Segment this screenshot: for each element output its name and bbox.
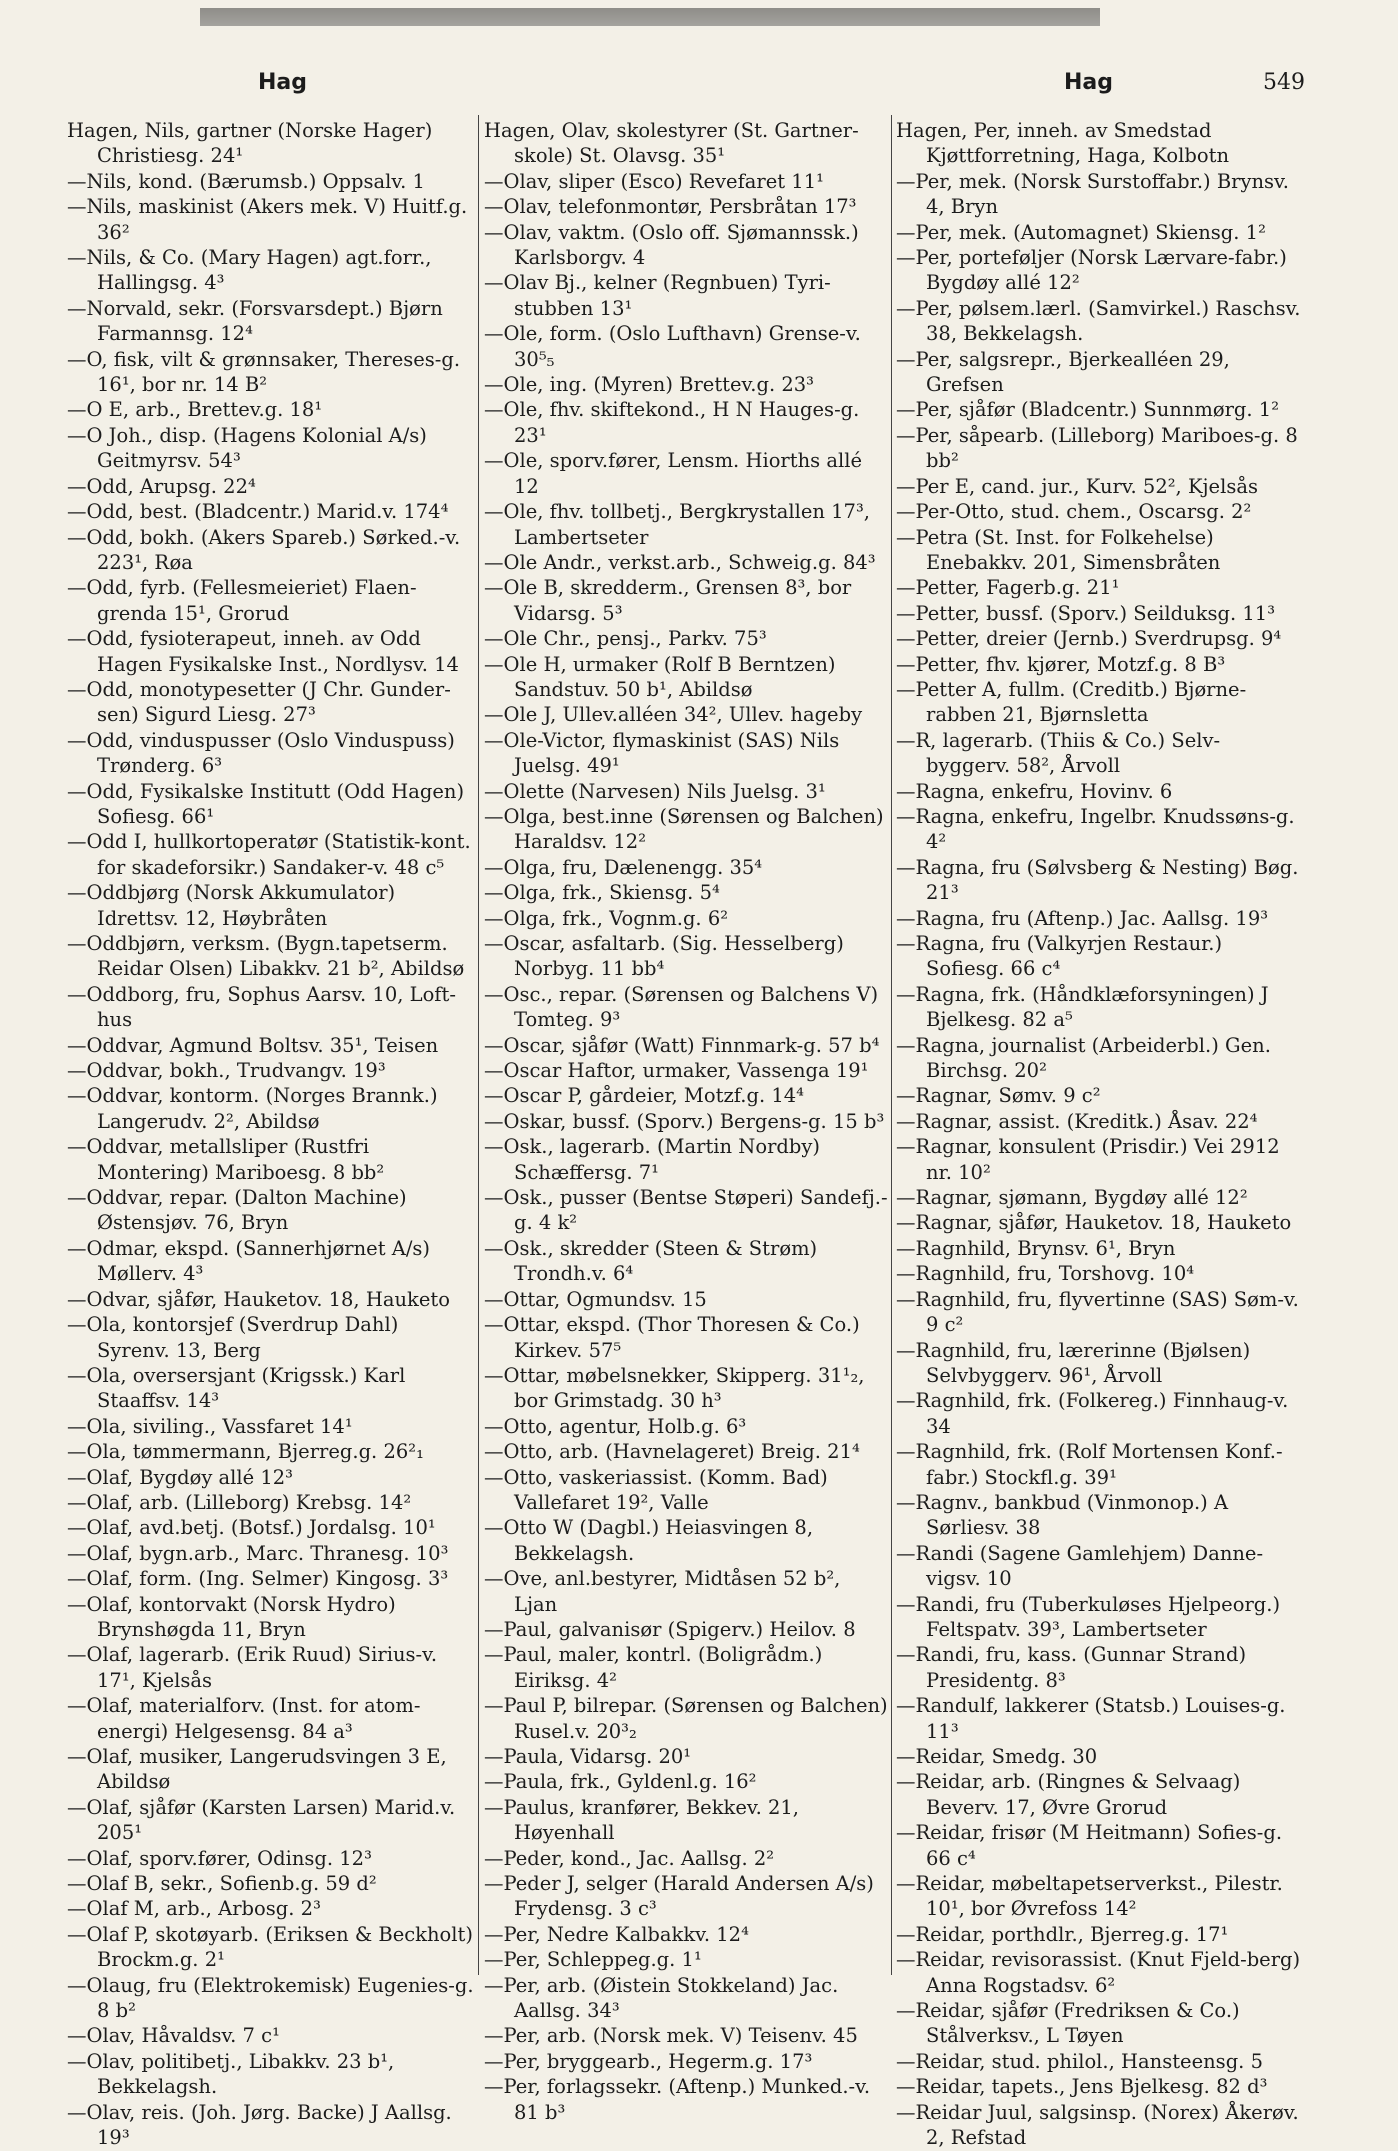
directory-entry: —Petter, Fagerb.g. 21¹ xyxy=(896,576,1120,600)
directory-entry: —Ottar, ekspd. (Thor Thoresen & Co.) Kirkev. 57⁵ xyxy=(484,1313,860,1362)
directory-entry: —Oscar, sjåfør (Watt) Finnmark-g. 57 b⁴ xyxy=(484,1033,880,1057)
scan-top-edge xyxy=(200,8,1100,26)
directory-entry: —Oddborg, fru, Sophus Aarsv. 10, Loft-hus xyxy=(67,982,456,1032)
directory-entry: —Petter, fhv. kjører, Motzf.g. 8 B³ xyxy=(896,652,1226,676)
directory-entry: —Reidar, revisorassist. (Knut Fjeld-berg) Anna Rogstadsv. 6² xyxy=(896,1948,1301,1997)
directory-entry: —Ragna, enkefru, Hovinv. 6 xyxy=(896,779,1173,803)
directory-entry: —Oddbjørn, verksm. (Bygn.tapetserm. Reidar Olsen) Libakkv. 21 b², Abildsø xyxy=(67,932,465,981)
left-running-head: Hag xyxy=(258,70,308,95)
directory-entry: —Olaug, fru (Elektrokemisk) Eugenies-g. 8 b² xyxy=(67,1973,474,2023)
directory-entry: —Paula, frk., Gyldenl.g. 16² xyxy=(484,1770,757,1794)
directory-entry: —Ragna, frk. (Håndklæforsyningen) J Bjelkesg. 82 a⁵ xyxy=(896,982,1269,1032)
directory-entry: —Ragna, enkefru, Ingelbr. Knudssøns-g. 4² xyxy=(896,804,1295,854)
directory-entry: —Ola, siviling., Vassfaret 14¹ xyxy=(67,1414,353,1438)
directory-entry: —Paul P, bilrepar. (Sørensen og Balchen) Rusel.v. 20³₂ xyxy=(484,1694,888,1743)
directory-entry: —Olaf, Bygdøy allé 12³ xyxy=(67,1465,294,1489)
directory-entry: —Olaf, sporv.fører, Odinsg. 12³ xyxy=(67,1846,372,1870)
directory-entry: —Otto W (Dagbl.) Heiasvingen 8, Bekkelagsh. xyxy=(484,1516,814,1565)
directory-entry: —R, lagerarb. (Thiis & Co.) Selv-byggerv. 58², Årvoll xyxy=(896,728,1221,778)
directory-entry: —Olga, frk., Vognm.g. 6² xyxy=(484,906,729,930)
directory-entry: —Per, mek. (Norsk Surstoffabr.) Brynsv. 4, Bryn xyxy=(896,169,1289,219)
directory-entry: —Norvald, sekr. (Forsvarsdept.) Bjørn Farmannsg. 12⁴ xyxy=(67,296,443,346)
right-running-head: Hag xyxy=(1064,70,1114,95)
directory-entry: —Olav, reis. (Joh. Jørg. Backe) J Aallsg. 19³ xyxy=(67,2100,452,2150)
directory-entry: —Ragna, fru (Valkyrjen Restaur.) Sofiesg. 66 c⁴ xyxy=(896,932,1223,981)
directory-entry: —Olga, best.inne (Sørensen og Balchen) Haraldsv. 12² xyxy=(484,804,884,854)
directory-entry: —Ole, sporv.fører, Lensm. Hiorths allé 12 xyxy=(484,449,862,498)
directory-column-2 xyxy=(484,118,888,2124)
directory-entry: —Oscar P, gårdeier, Motzf.g. 14⁴ xyxy=(484,1084,804,1108)
directory-entry: —Per, arb. (Norsk mek. V) Teisenv. 45 xyxy=(484,2024,858,2048)
directory-entry: —Randi, fru, kass. (Gunnar Strand) Presidentg. 8³ xyxy=(896,1643,1247,1692)
directory-entry: —Per, salgsrepr., Bjerkealléen 29, Grefsen xyxy=(896,347,1230,397)
directory-entry: Hagen, Per, inneh. av Smedstad Kjøttforretning, Haga, Kolbotn xyxy=(896,119,1230,168)
directory-entry: —Odd, monotypesetter (J Chr. Gunder-sen) Sigurd Liesg. 27³ xyxy=(67,677,451,727)
directory-entry: —Per, arb. (Øistein Stokkeland) Jac. Aallsg. 34³ xyxy=(484,1973,839,2023)
directory-entry: —Per E, cand. jur., Kurv. 52², Kjelsås xyxy=(896,474,1258,498)
directory-entry: —Olette (Narvesen) Nils Juelsg. 3¹ xyxy=(484,779,826,803)
directory-entry: —Ole Andr., verkst.arb., Schweig.g. 84³ xyxy=(484,550,876,574)
directory-entry: —Ragnhild, Brynsv. 6¹, Bryn xyxy=(896,1236,1176,1260)
directory-entry: —Otto, vaskeriassist. (Komm. Bad) Vallefaret 19², Valle xyxy=(484,1465,828,1514)
directory-entry: —Olav, Håvaldsv. 7 c¹ xyxy=(67,2024,280,2048)
directory-entry: —Ola, kontorsjef (Sverdrup Dahl) Syrenv. 13, Berg xyxy=(67,1313,399,1362)
directory-entry: —Ragna, journalist (Arbeiderbl.) Gen. Birchsg. 20² xyxy=(896,1033,1271,1083)
directory-entry: —Reidar, sjåfør (Fredriksen & Co.) Stålverksv., L Tøyen xyxy=(896,1999,1240,2048)
directory-entry: —Olga, fru, Dælenengg. 35⁴ xyxy=(484,855,763,879)
directory-entry: —Paula, Vidarsg. 20¹ xyxy=(484,1745,692,1768)
directory-entry: —Olaf, bygn.arb., Marc. Thranesg. 10³ xyxy=(67,1541,449,1565)
directory-entry: —Osk., skredder (Steen & Strøm) Trondh.v. 6⁴ xyxy=(484,1236,818,1286)
directory-entry: —Olav, politibetj., Libakkv. 23 b¹, Bekkelagsh. xyxy=(67,2049,395,2099)
directory-entry: —Reidar, stud. philol., Hansteensg. 5 xyxy=(896,2049,1263,2073)
directory-entry: —Olav Bj., kelner (Regnbuen) Tyri-stubben 13¹ xyxy=(484,271,831,320)
directory-entry: —Per, pølsem.lærl. (Samvirkel.) Raschsv. 38, Bekkelagsh. xyxy=(896,296,1301,346)
directory-entry: —Ola, tømmermann, Bjerreg.g. 26²₁ xyxy=(67,1440,424,1464)
directory-entry: —Oskar, bussf. (Sporv.) Bergens-g. 15 b³ xyxy=(484,1109,885,1133)
directory-entry: —Per, sjåfør (Bladcentr.) Sunnmørg. 1² xyxy=(896,398,1280,422)
directory-entry: —Olaf, arb. (Lilleborg) Krebsg. 14² xyxy=(67,1490,412,1514)
directory-entry: —Paulus, kranfører, Bekkev. 21, Høyenhall xyxy=(484,1795,799,1845)
directory-entry: —Otto, arb. (Havnelageret) Breig. 21⁴ xyxy=(484,1440,860,1464)
directory-entry: —Ole, fhv. skiftekond., H N Hauges-g. 23¹ xyxy=(484,398,860,447)
directory-entry: —Oddvar, metallsliper (Rustfri Montering) Mariboesg. 8 bb² xyxy=(67,1135,385,1184)
directory-entry: —Petra (St. Inst. for Folkehelse) Enebakkv. 201, Simensbråten xyxy=(896,525,1221,574)
directory-entry: —Ragnar, sjåfør, Hauketov. 18, Hauketo xyxy=(896,1211,1292,1235)
directory-entry: —Ole, form. (Oslo Lufthavn) Grense-v. 30⁵₅ xyxy=(484,322,861,371)
directory-entry: —Reidar Juul, salgsinsp. (Norex) Åkerøv. 2, Refstad xyxy=(896,2100,1299,2150)
directory-entry: —Per, porteføljer (Norsk Lærvare-fabr.) Bygdøy allé 12² xyxy=(896,246,1287,295)
directory-entry: —Nils, maskinist (Akers mek. V) Huitf.g. 36² xyxy=(67,195,468,244)
directory-entry: Hagen, Olav, skolestyrer (St. Gartner-skole) St. Olavsg. 35¹ xyxy=(484,119,859,168)
directory-entry: —Ragnhild, fru, flyvertinne (SAS) Søm-v. 9 c² xyxy=(896,1287,1299,1337)
directory-entry: —O, fisk, vilt & grønnsaker, Thereses-g. 16¹, bor nr. 14 B² xyxy=(67,347,461,397)
directory-entry: —Ragnar, assist. (Kreditk.) Åsav. 22⁴ xyxy=(896,1109,1258,1133)
directory-entry: —Peder, kond., Jac. Aallsg. 2² xyxy=(484,1846,775,1870)
directory-entry: —Olaf M, arb., Arbosg. 2³ xyxy=(67,1897,321,1921)
directory-entry: —Odmar, ekspd. (Sannerhjørnet A/s) Møllerv. 4³ xyxy=(67,1236,431,1286)
directory-entry: —Olga, frk., Skiensg. 5⁴ xyxy=(484,881,720,905)
directory-entry: —Peder J, selger (Harald Andersen A/s) Frydensg. 3 c³ xyxy=(484,1872,874,1921)
directory-entry: —Oddvar, repar. (Dalton Machine) Østensjøv. 76, Bryn xyxy=(67,1186,407,1235)
directory-column-3 xyxy=(896,118,1304,2150)
directory-entry: —Oddvar, bokh., Trudvangv. 19³ xyxy=(67,1059,386,1083)
directory-entry: —Ole H, urmaker (Rolf B Berntzen) Sandstuv. 50 b¹, Abildsø xyxy=(484,652,836,701)
directory-entry: —Ragnhild, fru, Torshovg. 10⁴ xyxy=(896,1262,1195,1286)
directory-entry: —Oddvar, Agmund Boltsv. 35¹, Teisen xyxy=(67,1033,439,1057)
directory-entry: —Reidar, Smedg. 30 xyxy=(896,1745,1098,1768)
column-divider xyxy=(891,115,892,1975)
directory-entry: —Olav, vaktm. (Oslo off. Sjømannssk.) Karlsborgv. 4 xyxy=(484,220,859,270)
directory-entry: —Ove, anl.bestyrer, Midtåsen 52 b², Ljan xyxy=(484,1567,841,1616)
directory-entry: —Reidar, porthdlr., Bjerreg.g. 17¹ xyxy=(896,1922,1229,1946)
directory-entry: —Ole B, skredderm., Grensen 8³, bor Vidarsg. 5³ xyxy=(484,576,852,625)
directory-entry: —Ragnar, Sømv. 9 c² xyxy=(896,1084,1101,1108)
directory-entry: —Olaf B, sekr., Sofienb.g. 59 d² xyxy=(67,1872,377,1896)
column-divider xyxy=(478,115,479,1975)
directory-entry: —Nils, kond. (Bærumsb.) Oppsalv. 1 xyxy=(67,169,425,193)
directory-entry: —Ragna, fru (Aftenp.) Jac. Aallsg. 19³ xyxy=(896,906,1269,930)
directory-entry: —Ragna, fru (Sølvsberg & Nesting) Bøg. 21³ xyxy=(896,855,1299,905)
directory-entry: —Ragnhild, frk. (Folkereg.) Finnhaug-v. 34 xyxy=(896,1389,1289,1438)
directory-entry: —Olaf, materialforv. (Inst. for atom-energi) Helgesensg. 84 a³ xyxy=(67,1694,421,1743)
directory-entry: —Ole-Victor, flymaskinist (SAS) Nils Juelsg. 49¹ xyxy=(484,728,840,778)
directory-entry: —Petter A, fullm. (Creditb.) Bjørne-rabben 21, Bjørnsletta xyxy=(896,677,1247,727)
directory-entry: —Olav, telefonmontør, Persbråtan 17³ xyxy=(484,195,857,219)
directory-entry: —Per, Nedre Kalbakkv. 12⁴ xyxy=(484,1922,749,1946)
directory-entry: —Odd, Fysikalske Institutt (Odd Hagen) Sofiesg. 66¹ xyxy=(67,779,465,828)
directory-entry: Hagen, Nils, gartner (Norske Hager) Christiesg. 24¹ xyxy=(67,119,433,168)
directory-entry: —Randi, fru (Tuberkuløses Hjelpeorg.) Feltspatv. 39³, Lambertseter xyxy=(896,1592,1281,1641)
directory-entry: —Reidar, arb. (Ringnes & Selvaag) Beverv. 17, Øvre Grorud xyxy=(896,1770,1241,1819)
directory-entry: —Otto, agentur, Holb.g. 6³ xyxy=(484,1414,747,1438)
directory-entry: —Olaf, musiker, Langerudsvingen 3 E, Abildsø xyxy=(67,1745,447,1794)
directory-entry: —Odd, vinduspusser (Oslo Vinduspuss) Trønderg. 6³ xyxy=(67,728,455,778)
directory-entry: —Petter, bussf. (Sporv.) Seilduksg. 11³ xyxy=(896,601,1276,625)
directory-entry: —Olav, sliper (Esco) Revefaret 11¹ xyxy=(484,169,824,193)
directory-entry: —Per, mek. (Automagnet) Skiensg. 1² xyxy=(896,220,1266,244)
directory-entry: —Per-Otto, stud. chem., Oscarsg. 2² xyxy=(896,500,1252,524)
directory-entry: —Reidar, frisør (M Heitmann) Sofies-g. 66 c⁴ xyxy=(896,1821,1283,1870)
directory-entry: —Olaf P, skotøyarb. (Eriksen & Beckholt) Brockm.g. 2¹ xyxy=(67,1922,473,1972)
directory-entry: —Olaf, lagerarb. (Erik Ruud) Sirius-v. 17¹, Kjelsås xyxy=(67,1643,438,1692)
directory-entry: —Odd, fyrb. (Fellesmeieriet) Flaen-grenda 15¹, Grorud xyxy=(67,576,417,625)
directory-entry: —Per, Schleppeg.g. 1¹ xyxy=(484,1948,702,1972)
directory-entry: —Odd, best. (Bladcentr.) Marid.v. 174⁴ xyxy=(67,500,449,524)
directory-entry: —Olaf, avd.betj. (Botsf.) Jordalsg. 10¹ xyxy=(67,1516,436,1540)
directory-entry: —Petter, dreier (Jernb.) Sverdrupsg. 9⁴ xyxy=(896,627,1282,651)
directory-entry: —Nils, & Co. (Mary Hagen) agt.forr., Hallingsg. 4³ xyxy=(67,246,432,295)
directory-entry: —Osc., repar. (Sørensen og Balchens V) Tomteg. 9³ xyxy=(484,982,879,1032)
directory-entry: —Olaf, kontorvakt (Norsk Hydro) Brynshøgda 11, Bryn xyxy=(67,1592,396,1641)
directory-entry: —Per, såpearb. (Lilleborg) Mariboes-g. 8 bb² xyxy=(896,423,1298,473)
directory-entry: —Oscar, asfaltarb. (Sig. Hesselberg) Norbyg. 11 bb⁴ xyxy=(484,932,844,981)
directory-entry: —Per, forlagssekr. (Aftenp.) Munked.-v. 81 b³ xyxy=(484,2075,871,2124)
directory-entry: —Randulf, lakkerer (Statsb.) Louises-g. 11³ xyxy=(896,1694,1286,1743)
directory-entry: —Paul, maler, kontrl. (Boligrådm.) Eiriksg. 4² xyxy=(484,1643,823,1692)
directory-entry: —Paul, galvanisør (Spigerv.) Heilov. 8 xyxy=(484,1617,856,1641)
directory-entry: —Ole, ing. (Myren) Brettev.g. 23³ xyxy=(484,373,814,397)
directory-entry: —Randi (Sagene Gamlehjem) Danne-vigsv. 10 xyxy=(896,1541,1264,1591)
directory-entry: —Ragnv., bankbud (Vinmonop.) A Sørliesv. 38 xyxy=(896,1490,1229,1540)
directory-column-1 xyxy=(67,118,475,2150)
directory-entry: —Ottar, Ogmundsv. 15 xyxy=(484,1287,707,1311)
page-number: 549 xyxy=(1263,70,1305,95)
directory-entry: —O Joh., disp. (Hagens Kolonial A/s) Geitmyrsv. 54³ xyxy=(67,423,427,473)
directory-entry: —Reidar, møbeltapetserverkst., Pilestr. 10¹, bor Øvrefoss 14² xyxy=(896,1872,1283,1921)
directory-entry: —Ottar, møbelsnekker, Skipperg. 31¹₂, bor Grimstadg. 30 h³ xyxy=(484,1363,865,1413)
directory-entry: —Ole Chr., pensj., Parkv. 75³ xyxy=(484,627,767,651)
directory-entry: —Reidar, tapets., Jens Bjelkesg. 82 d³ xyxy=(896,2075,1268,2099)
directory-entry: —Ragnar, konsulent (Prisdir.) Vei 2912 nr. 10² xyxy=(896,1135,1280,1184)
directory-entry: —Ole, fhv. tollbetj., Bergkrystallen 17³, Lambertseter xyxy=(484,500,870,549)
directory-entry: —Per, bryggearb., Hegerm.g. 17³ xyxy=(484,2049,813,2073)
directory-entry: —Odd I, hullkortoperatør (Statistik-kont. for skadeforsikr.) Sandaker-v. 48 c⁵ xyxy=(67,830,471,879)
directory-entry: —Ragnar, sjømann, Bygdøy allé 12² xyxy=(896,1186,1248,1210)
directory-entry: —Ole J, Ullev.alléen 34², Ullev. hageby xyxy=(484,703,863,727)
directory-entry: —Ragnhild, frk. (Rolf Mortensen Konf.-fabr.) Stockfl.g. 39¹ xyxy=(896,1440,1283,1489)
directory-entry: —Odd, fysioterapeut, inneh. av Odd Hagen Fysikalske Inst., Nordlysv. 14 xyxy=(67,627,459,676)
directory-entry: —Olaf, form. (Ing. Selmer) Kingosg. 3³ xyxy=(67,1567,449,1591)
directory-entry: —Ola, oversersjant (Krigssk.) Karl Staaffsv. 14³ xyxy=(67,1363,406,1413)
page-header xyxy=(0,70,1398,110)
directory-entry: —Odvar, sjåfør, Hauketov. 18, Hauketo xyxy=(67,1287,450,1311)
directory-entry: —Oddbjørg (Norsk Akkumulator) Idrettsv. 12, Høybråten xyxy=(67,881,396,930)
directory-entry: —Ragnhild, fru, lærerinne (Bjølsen) Selvbyggerv. 96¹, Årvoll xyxy=(896,1338,1251,1387)
directory-entry: —Oddvar, kontorm. (Norges Brannk.) Langerudv. 2², Abildsø xyxy=(67,1084,438,1133)
directory-entry: —Oscar Haftor, urmaker, Vassenga 19¹ xyxy=(484,1059,869,1083)
directory-entry: —O E, arb., Brettev.g. 18¹ xyxy=(67,398,323,422)
directory-entry: —Olaf, sjåfør (Karsten Larsen) Marid.v. 205¹ xyxy=(67,1795,456,1845)
directory-entry: —Odd, bokh. (Akers Spareb.) Sørked.-v. 223¹, Røa xyxy=(67,525,461,574)
directory-entry: —Osk., lagerarb. (Martin Nordby) Schæffersg. 7¹ xyxy=(484,1135,821,1184)
directory-entry: —Osk., pusser (Bentse Støperi) Sandefj.-g. 4 k² xyxy=(484,1186,888,1235)
directory-entry: —Odd, Arupsg. 22⁴ xyxy=(67,474,256,498)
